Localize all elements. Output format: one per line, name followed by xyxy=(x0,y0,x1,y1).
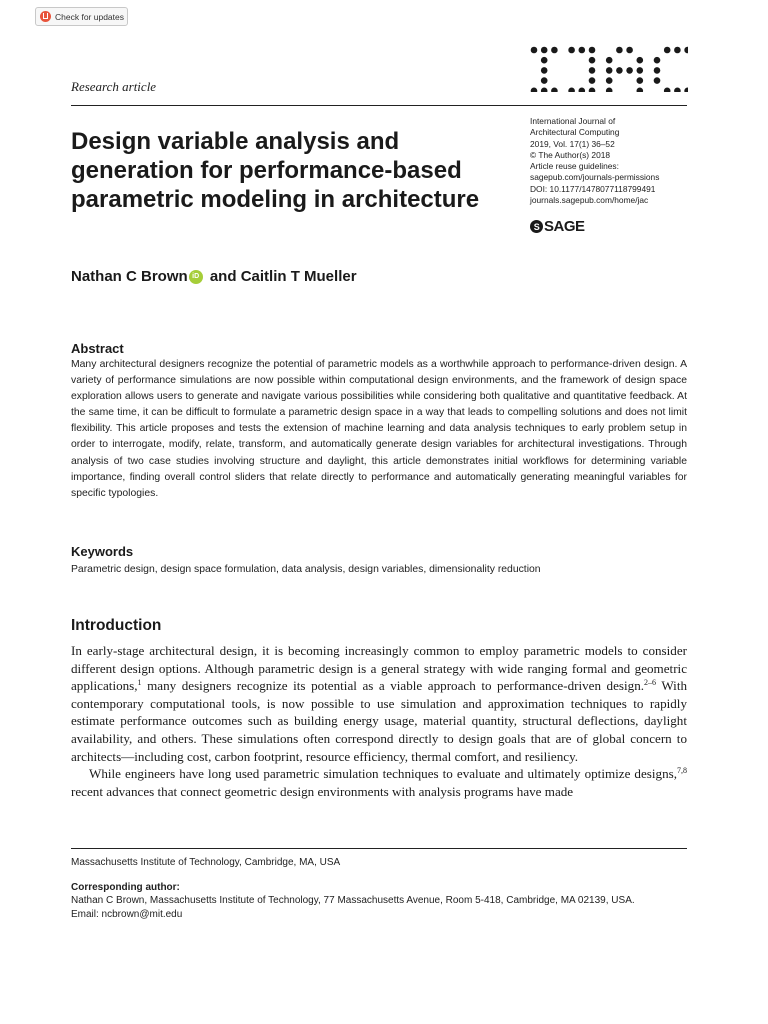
update-icon xyxy=(40,11,51,22)
check-for-updates-badge[interactable] xyxy=(35,7,128,26)
header-divider xyxy=(71,105,687,106)
ijac-dot-logo xyxy=(530,46,688,92)
footnotes xyxy=(71,856,687,922)
reuse-label: Article reuse guidelines: xyxy=(530,161,619,172)
article-title: Design variable analysis and generation for performance-based parametric modeling in architecture xyxy=(71,128,480,213)
author-joiner: and xyxy=(205,268,241,285)
introduction-heading: Introduction xyxy=(71,617,162,634)
journal-name-line2: Architectural Computing xyxy=(530,127,620,138)
journal-name-line1: International Journal of xyxy=(530,116,616,126)
journal-home-link[interactable]: journals.sagepub.com/home/jac xyxy=(530,195,649,206)
abstract-text: Many architectural designers recognize the potential of parametric models as a worthwhile approach to performance-driven design. A variety of performance simulations are now possible within computational design environments, and the framework of design space exploration allows users to generate and navigate various possibilities while considering both qualitative and quantitative feedback. At the same time, it can be difficult to formulate a parametric design space in a way that leads to compelling solutions and does not limit flexibility. This article proposes and tests the extension of machine learning and data analysis techniques to early problem setup in order to interrogate, modify, relate, transform, and automatically generate design variables for architectural investigations. Through analysis of two case studies involving structure and daylight, this article demonstrates initial workflows for determining variable importance, finding overall control sliders that relate directly to performance and automatically generating meaningful variables for specific typologies. xyxy=(71,359,687,499)
doi[interactable]: DOI: 10.1177/1478077118799491 xyxy=(530,183,656,194)
affiliation: Massachusetts Institute of Technology, Cambridge, MA, USA xyxy=(71,857,341,868)
check-for-updates-label: Check for updates xyxy=(55,11,124,22)
journal-info xyxy=(530,116,690,206)
citation-ref[interactable]: 2–6 xyxy=(644,678,657,688)
reuse-link[interactable]: sagepub.com/journals-permissions xyxy=(530,172,660,183)
corresponding-author-details: Nathan C Brown, Massachusetts Institute of Technology, 77 Massachusetts Avenue, Room 5-418, Cambridge, MA 02139, USA. xyxy=(71,895,635,907)
citation-ref[interactable]: 1 xyxy=(137,678,142,688)
abstract-heading: Abstract xyxy=(71,341,124,356)
author-name: Caitlin T Mueller xyxy=(240,268,357,285)
sage-icon: S xyxy=(530,220,543,233)
citation-ref[interactable]: 7,8 xyxy=(677,766,687,776)
publisher-logo xyxy=(530,218,585,235)
keywords-heading: Keywords xyxy=(71,544,134,559)
intro-text: While engineers have long used parametric simulation techniques to evaluate and ultimately optimize designs, xyxy=(89,766,677,782)
corresponding-email[interactable]: Email: ncbrown@mit.edu xyxy=(71,909,183,921)
copyright: © The Author(s) 2018 xyxy=(530,149,611,160)
introduction-body xyxy=(71,642,687,800)
journal-volume: 2019, Vol. 17(1) 36–52 xyxy=(530,138,615,149)
footer-divider xyxy=(71,848,687,849)
intro-text: many designers recognize its potential as a viable approach to performance-driven design. xyxy=(141,678,645,694)
publisher-name: SAGE xyxy=(544,218,585,235)
orcid-icon[interactable]: iD xyxy=(189,270,203,284)
corresponding-author-heading: Corresponding author: xyxy=(71,881,180,893)
intro-paragraph-2 xyxy=(71,765,687,800)
keywords-text: Parametric design, design space formulation, data analysis, design variables, dimensionality reduction xyxy=(71,564,541,575)
intro-paragraph-1 xyxy=(71,642,687,765)
intro-text: With contemporary computational tools, is now possible to use simulation and approximation techniques to rapidly estimate performance outcomes such as building energy usage, material quantity, structural deflections, daylight availability, and others. These simulations often correspond directly to design goals that are of global concern to architects—including cost, carbon footprint, resource efficiency, thermal comfort, and resiliency. xyxy=(71,678,687,764)
intro-text: In early-stage architectural design, it is becoming increasingly common to employ parametric models to consider different design options. Although parametric design is a general strategy with wide ranging formal and geometric applications, xyxy=(71,643,687,694)
journal-logo xyxy=(530,46,688,97)
intro-text: recent advances that connect geometric design environments with analysis programs have made xyxy=(71,783,574,799)
article-type: Research article xyxy=(71,79,157,94)
author-list xyxy=(71,268,357,285)
author-name: Nathan C Brown xyxy=(71,268,188,285)
